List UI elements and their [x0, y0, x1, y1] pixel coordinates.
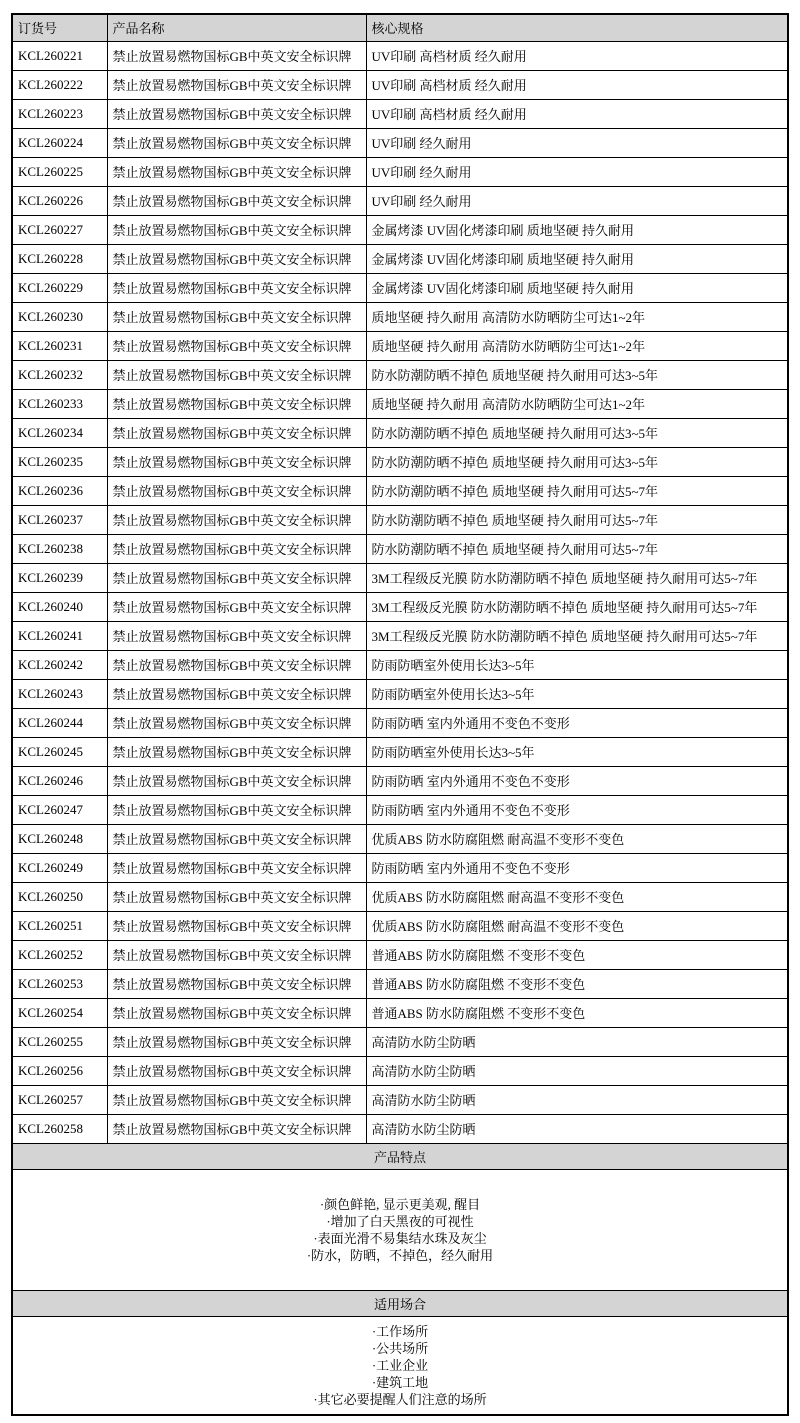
core-spec-cell: 高清防水防尘防晒	[366, 1085, 788, 1114]
table-row	[12, 447, 788, 476]
order-no-cell: KCL260232	[12, 360, 107, 389]
product-name-cell: 禁止放置易燃物国标GB中英文安全标识牌	[107, 389, 366, 418]
order-no-cell: KCL260233	[12, 389, 107, 418]
core-spec-cell: UV印刷 高档材质 经久耐用	[366, 41, 788, 70]
table-row	[12, 592, 788, 621]
order-no-cell: KCL260227	[12, 215, 107, 244]
order-no-cell: KCL260243	[12, 679, 107, 708]
table-row	[12, 70, 788, 99]
product-name-cell: 禁止放置易燃物国标GB中英文安全标识牌	[107, 99, 366, 128]
table-row	[12, 331, 788, 360]
table-row	[12, 621, 788, 650]
product-name-cell: 禁止放置易燃物国标GB中英文安全标识牌	[107, 331, 366, 360]
product-name-cell: 禁止放置易燃物国标GB中英文安全标识牌	[107, 563, 366, 592]
product-name-cell: 禁止放置易燃物国标GB中英文安全标识牌	[107, 215, 366, 244]
table-row	[12, 1114, 788, 1143]
order-no-cell: KCL260222	[12, 70, 107, 99]
product-name-cell: 禁止放置易燃物国标GB中英文安全标识牌	[107, 447, 366, 476]
order-no-cell: KCL260237	[12, 505, 107, 534]
table-row	[12, 563, 788, 592]
table-row	[12, 99, 788, 128]
feature-item: ·颜色鲜艳, 显示更美观, 醒目	[319, 1196, 481, 1212]
table-row	[12, 128, 788, 157]
table-row	[12, 273, 788, 302]
features-section-body	[12, 1169, 788, 1290]
product-name-cell: 禁止放置易燃物国标GB中英文安全标识牌	[107, 911, 366, 940]
order-no-cell: KCL260252	[12, 940, 107, 969]
product-name-cell: 禁止放置易燃物国标GB中英文安全标识牌	[107, 157, 366, 186]
occasion-item: ·工作场所	[371, 1323, 429, 1339]
order-no-cell: KCL260230	[12, 302, 107, 331]
core-spec-cell: UV印刷 经久耐用	[366, 186, 788, 215]
order-no-cell: KCL260246	[12, 766, 107, 795]
product-name-cell: 禁止放置易燃物国标GB中英文安全标识牌	[107, 505, 366, 534]
features-section-title: 产品特点	[12, 1143, 788, 1169]
table-row	[12, 360, 788, 389]
core-spec-cell: 优质ABS 防水防腐阻燃 耐高温不变形不变色	[366, 882, 788, 911]
product-name-cell: 禁止放置易燃物国标GB中英文安全标识牌	[107, 940, 366, 969]
product-name-cell: 禁止放置易燃物国标GB中英文安全标识牌	[107, 592, 366, 621]
feature-item: ·防水，防晒，不掉色，经久耐用	[306, 1247, 494, 1263]
core-spec-cell: 防雨防晒 室内外通用不变色不变形	[366, 853, 788, 882]
table-row	[12, 708, 788, 737]
product-table-body	[12, 41, 788, 1143]
product-name-cell: 禁止放置易燃物国标GB中英文安全标识牌	[107, 650, 366, 679]
table-header-row	[12, 14, 788, 41]
features-section-header	[12, 1143, 788, 1169]
order-no-cell: KCL260241	[12, 621, 107, 650]
core-spec-cell: UV印刷 经久耐用	[366, 157, 788, 186]
core-spec-cell: 防雨防晒 室内外通用不变色不变形	[366, 708, 788, 737]
order-no-cell: KCL260245	[12, 737, 107, 766]
order-no-cell: KCL260235	[12, 447, 107, 476]
order-no-cell: KCL260234	[12, 418, 107, 447]
core-spec-cell: 防水防潮防晒不掉色 质地坚硬 持久耐用可达5~7年	[366, 476, 788, 505]
order-no-cell: KCL260225	[12, 157, 107, 186]
product-spec-table	[11, 13, 789, 1416]
table-row	[12, 418, 788, 447]
table-row	[12, 505, 788, 534]
table-row	[12, 650, 788, 679]
product-name-cell: 禁止放置易燃物国标GB中英文安全标识牌	[107, 1114, 366, 1143]
core-spec-cell: 金属烤漆 UV固化烤漆印刷 质地坚硬 持久耐用	[366, 273, 788, 302]
product-name-cell: 禁止放置易燃物国标GB中英文安全标识牌	[107, 708, 366, 737]
order-no-cell: KCL260221	[12, 41, 107, 70]
product-name-cell: 禁止放置易燃物国标GB中英文安全标识牌	[107, 534, 366, 563]
order-no-cell: KCL260226	[12, 186, 107, 215]
core-spec-cell: 防水防潮防晒不掉色 质地坚硬 持久耐用可达5~7年	[366, 534, 788, 563]
table-row	[12, 244, 788, 273]
core-spec-cell: 金属烤漆 UV固化烤漆印刷 质地坚硬 持久耐用	[366, 215, 788, 244]
order-no-cell: KCL260257	[12, 1085, 107, 1114]
product-name-cell: 禁止放置易燃物国标GB中英文安全标识牌	[107, 476, 366, 505]
table-row	[12, 940, 788, 969]
product-name-cell: 禁止放置易燃物国标GB中英文安全标识牌	[107, 679, 366, 708]
core-spec-cell: 优质ABS 防水防腐阻燃 耐高温不变形不变色	[366, 911, 788, 940]
core-spec-cell: 高清防水防尘防晒	[366, 1114, 788, 1143]
core-spec-cell: 质地坚硬 持久耐用 高清防水防晒防尘可达1~2年	[366, 302, 788, 331]
product-name-cell: 禁止放置易燃物国标GB中英文安全标识牌	[107, 969, 366, 998]
core-spec-cell: 防水防潮防晒不掉色 质地坚硬 持久耐用可达3~5年	[366, 360, 788, 389]
order-no-cell: KCL260253	[12, 969, 107, 998]
product-name-cell: 禁止放置易燃物国标GB中英文安全标识牌	[107, 302, 366, 331]
table-row	[12, 186, 788, 215]
core-spec-cell: 金属烤漆 UV固化烤漆印刷 质地坚硬 持久耐用	[366, 244, 788, 273]
occasion-item: ·其它必要提醒人们注意的场所	[313, 1391, 487, 1407]
core-spec-cell: 防水防潮防晒不掉色 质地坚硬 持久耐用可达3~5年	[366, 418, 788, 447]
product-name-cell: 禁止放置易燃物国标GB中英文安全标识牌	[107, 1027, 366, 1056]
feature-item: ·表面光滑不易集结水珠及灰尘	[313, 1230, 487, 1246]
features-list	[18, 1196, 782, 1264]
product-name-cell: 禁止放置易燃物国标GB中英文安全标识牌	[107, 795, 366, 824]
table-row	[12, 998, 788, 1027]
order-no-cell: KCL260247	[12, 795, 107, 824]
table-row	[12, 795, 788, 824]
table-row	[12, 969, 788, 998]
order-no-cell: KCL260229	[12, 273, 107, 302]
table-row	[12, 766, 788, 795]
core-spec-cell: UV印刷 高档材质 经久耐用	[366, 70, 788, 99]
order-no-cell: KCL260242	[12, 650, 107, 679]
core-spec-cell: 优质ABS 防水防腐阻燃 耐高温不变形不变色	[366, 824, 788, 853]
core-spec-cell: 防雨防晒室外使用长达3~5年	[366, 737, 788, 766]
occasion-item: ·公共场所	[371, 1340, 429, 1356]
core-spec-cell: UV印刷 经久耐用	[366, 128, 788, 157]
order-no-cell: KCL260256	[12, 1056, 107, 1085]
core-spec-cell: 防水防潮防晒不掉色 质地坚硬 持久耐用可达3~5年	[366, 447, 788, 476]
occasion-item: ·工业企业	[371, 1357, 429, 1373]
header-core-spec: 核心规格	[366, 14, 788, 41]
table-row	[12, 882, 788, 911]
core-spec-cell: 防水防潮防晒不掉色 质地坚硬 持久耐用可达5~7年	[366, 505, 788, 534]
product-name-cell: 禁止放置易燃物国标GB中英文安全标识牌	[107, 273, 366, 302]
table-row	[12, 1085, 788, 1114]
table-row	[12, 853, 788, 882]
table-row	[12, 1056, 788, 1085]
core-spec-cell: 高清防水防尘防晒	[366, 1027, 788, 1056]
order-no-cell: KCL260236	[12, 476, 107, 505]
table-row	[12, 389, 788, 418]
table-row	[12, 476, 788, 505]
order-no-cell: KCL260249	[12, 853, 107, 882]
order-no-cell: KCL260240	[12, 592, 107, 621]
order-no-cell: KCL260250	[12, 882, 107, 911]
product-name-cell: 禁止放置易燃物国标GB中英文安全标识牌	[107, 998, 366, 1027]
core-spec-cell: UV印刷 高档材质 经久耐用	[366, 99, 788, 128]
product-name-cell: 禁止放置易燃物国标GB中英文安全标识牌	[107, 1056, 366, 1085]
core-spec-cell: 普通ABS 防水防腐阻燃 不变形不变色	[366, 969, 788, 998]
order-no-cell: KCL260248	[12, 824, 107, 853]
product-name-cell: 禁止放置易燃物国标GB中英文安全标识牌	[107, 882, 366, 911]
core-spec-cell: 普通ABS 防水防腐阻燃 不变形不变色	[366, 940, 788, 969]
table-row	[12, 1027, 788, 1056]
order-no-cell: KCL260239	[12, 563, 107, 592]
order-no-cell: KCL260238	[12, 534, 107, 563]
occasion-item: ·建筑工地	[371, 1374, 429, 1390]
order-no-cell: KCL260255	[12, 1027, 107, 1056]
product-name-cell: 禁止放置易燃物国标GB中英文安全标识牌	[107, 70, 366, 99]
table-row	[12, 824, 788, 853]
order-no-cell: KCL260258	[12, 1114, 107, 1143]
table-row	[12, 911, 788, 940]
core-spec-cell: 质地坚硬 持久耐用 高清防水防晒防尘可达1~2年	[366, 389, 788, 418]
product-name-cell: 禁止放置易燃物国标GB中英文安全标识牌	[107, 1085, 366, 1114]
order-no-cell: KCL260251	[12, 911, 107, 940]
feature-item: ·增加了白天黑夜的可视性	[326, 1213, 474, 1229]
order-no-cell: KCL260231	[12, 331, 107, 360]
product-name-cell: 禁止放置易燃物国标GB中英文安全标识牌	[107, 418, 366, 447]
occasions-section-header	[12, 1290, 788, 1316]
core-spec-cell: 普通ABS 防水防腐阻燃 不变形不变色	[366, 998, 788, 1027]
core-spec-cell: 3M工程级反光膜 防水防潮防晒不掉色 质地坚硬 持久耐用可达5~7年	[366, 563, 788, 592]
core-spec-cell: 3M工程级反光膜 防水防潮防晒不掉色 质地坚硬 持久耐用可达5~7年	[366, 621, 788, 650]
table-row	[12, 534, 788, 563]
core-spec-cell: 防雨防晒室外使用长达3~5年	[366, 679, 788, 708]
header-product-name: 产品名称	[107, 14, 366, 41]
table-row	[12, 157, 788, 186]
product-name-cell: 禁止放置易燃物国标GB中英文安全标识牌	[107, 360, 366, 389]
product-name-cell: 禁止放置易燃物国标GB中英文安全标识牌	[107, 766, 366, 795]
table-row	[12, 41, 788, 70]
order-no-cell: KCL260254	[12, 998, 107, 1027]
product-name-cell: 禁止放置易燃物国标GB中英文安全标识牌	[107, 853, 366, 882]
order-no-cell: KCL260244	[12, 708, 107, 737]
core-spec-cell: 高清防水防尘防晒	[366, 1056, 788, 1085]
product-name-cell: 禁止放置易燃物国标GB中英文安全标识牌	[107, 737, 366, 766]
order-no-cell: KCL260228	[12, 244, 107, 273]
product-name-cell: 禁止放置易燃物国标GB中英文安全标识牌	[107, 621, 366, 650]
table-row	[12, 302, 788, 331]
product-name-cell: 禁止放置易燃物国标GB中英文安全标识牌	[107, 128, 366, 157]
product-name-cell: 禁止放置易燃物国标GB中英文安全标识牌	[107, 41, 366, 70]
product-name-cell: 禁止放置易燃物国标GB中英文安全标识牌	[107, 824, 366, 853]
order-no-cell: KCL260223	[12, 99, 107, 128]
table-row	[12, 679, 788, 708]
core-spec-cell: 3M工程级反光膜 防水防潮防晒不掉色 质地坚硬 持久耐用可达5~7年	[366, 592, 788, 621]
occasions-section-body	[12, 1316, 788, 1415]
order-no-cell: KCL260224	[12, 128, 107, 157]
table-row	[12, 737, 788, 766]
core-spec-cell: 防雨防晒 室内外通用不变色不变形	[366, 766, 788, 795]
core-spec-cell: 质地坚硬 持久耐用 高清防水防晒防尘可达1~2年	[366, 331, 788, 360]
core-spec-cell: 防雨防晒 室内外通用不变色不变形	[366, 795, 788, 824]
product-name-cell: 禁止放置易燃物国标GB中英文安全标识牌	[107, 186, 366, 215]
product-name-cell: 禁止放置易燃物国标GB中英文安全标识牌	[107, 244, 366, 273]
table-row	[12, 215, 788, 244]
core-spec-cell: 防雨防晒室外使用长达3~5年	[366, 650, 788, 679]
header-order-no: 订货号	[12, 14, 107, 41]
occasions-list	[18, 1323, 782, 1408]
occasions-section-title: 适用场合	[12, 1290, 788, 1316]
